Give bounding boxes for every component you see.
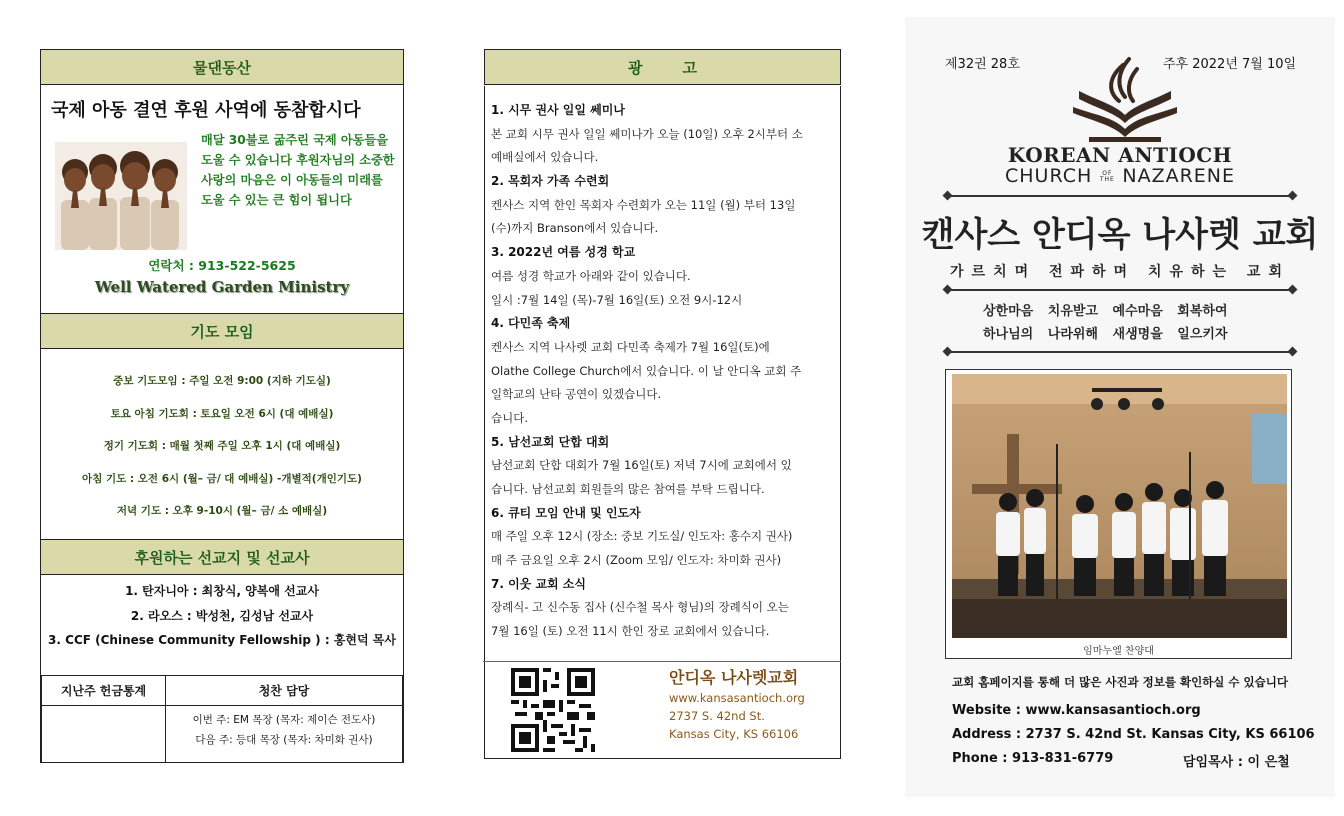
church-address-line: Address : 2737 S. 42nd St. Kansas City, KS 66106 (952, 727, 1315, 742)
church-title: 캔사스 안디옥 나사렛 교회 (921, 215, 1319, 255)
contact-phone: 연락처 : 913-522-5625 (148, 258, 296, 273)
church-motto: 가르치며 전파하며 치유하는 교회 (950, 264, 1290, 280)
church-logo-icon (1065, 55, 1185, 147)
church-website-line[interactable]: Website : www.kansasantioch.org (952, 703, 1201, 718)
praying-children-image (55, 142, 187, 250)
announcement-line: 본 교회 시무 권사 일일 쎄미나가 오늘 (10일) 오후 2시부터 소 (491, 126, 803, 141)
announcement-line: 일시 :7월 14일 (목)-7월 16일(토) 오전 9시-12시 (491, 292, 743, 307)
announcement-line: 일학교의 난타 공연이 있겠습니다. (491, 387, 662, 402)
announcement-line: 7월 16일 (토) 오전 11시 한인 장로 교회에서 있습니다. (491, 624, 770, 639)
church-contact (669, 689, 805, 743)
announcement-line: (수)까지 Branson에서 있습니다. (491, 221, 659, 236)
announcement-title: 3. 2022년 여름 성경 학교 (491, 245, 636, 260)
choir-photo-frame (945, 369, 1292, 659)
announcement-title: 7. 이웃 교회 소식 (491, 576, 586, 591)
announcement-title: 1. 시무 권사 일일 쎄미나 (491, 103, 625, 117)
announcement-line: 습니다. 남선교회 회원들의 많은 참여를 부탁 드립니다. (491, 482, 765, 496)
announcement-title: 4. 다민족 축제 (491, 316, 571, 331)
prayer-list (41, 373, 403, 536)
verse-line: 하나님의 나라위해 새생명을 일으키자 (983, 327, 1228, 342)
mission-item: 1. 탄자니아 : 최창식, 양복애 선교사 (125, 584, 319, 598)
donate-title: 국제 아동 결연 후원 사역에 동참합시다 (51, 100, 361, 121)
announcements-header-b: 고 (682, 58, 697, 77)
divider-rule (947, 351, 1293, 353)
homepage-note: 교회 홈페이지를 통해 더 많은 사진과 정보를 확인하실 수 있습니다 (952, 675, 1288, 689)
verse-block (983, 300, 1228, 346)
table-header-offering: 지난주 헌금통계 (42, 676, 166, 706)
announcements-list (491, 99, 841, 644)
announcement-title: 6. 큐티 모임 안내 및 인도자 (491, 505, 641, 520)
announcement-line: 예배실에서 있습니다. (491, 150, 599, 165)
mission-item: 3. CCF (Chinese Community Fellowship ) : 홍현덕 목사 (48, 633, 396, 647)
announcement-line: 장례식- 고 신수동 집사 (신수철 목사 형님)의 장례식이 오는 (491, 600, 789, 615)
prayer-header: 기도 모임 (41, 313, 403, 349)
announcement-title: 2. 목회자 가족 수련회 (491, 174, 610, 189)
divider (483, 661, 841, 662)
offering-cell (42, 706, 166, 763)
church-name-small: 안디옥 나사렛교회 (669, 668, 799, 687)
logo-text-korean-antioch: KOREAN ANTIOCH (1007, 143, 1233, 167)
offering-table (41, 675, 403, 763)
announcements-header (484, 49, 841, 85)
announcement-line: 켄사스 지역 나사렛 교회 다민족 축제가 7월 16일(토)에 (491, 339, 770, 354)
cleaning-cell (166, 706, 403, 763)
verse-line: 상한마음 치유받고 예수마음 회복하여 (983, 304, 1228, 319)
church-address-1: 2737 S. 42nd St. (669, 709, 765, 723)
announcement-line: 여름 성경 학교가 아래와 같이 있습니다. (491, 268, 691, 283)
prayer-item: 중보 기도모임 : 주일 오전 9:00 (지하 기도실) (113, 375, 331, 387)
announcement-line: 습니다. (491, 410, 528, 425)
prayer-item: 토요 아침 기도회 : 토요일 오전 6시 (대 예배실) (110, 407, 334, 420)
photo-caption: 임마누엘 찬양대 (1083, 646, 1154, 657)
qr-code-icon (511, 668, 595, 752)
cleaning-next-week: 다음 주: 등대 목장 (목자: 차미화 권사) (195, 734, 373, 746)
donate-header: 물댄동산 (41, 49, 403, 85)
choir-photo (952, 374, 1287, 638)
church-address-2: Kansas City, KS 66106 (669, 727, 799, 741)
divider-rule (947, 289, 1293, 291)
donate-description: 매달 30불로 굶주린 국제 아동들을 도울 수 있습니다 후원자님의 소중한 사랑의 마음은 이 아동들의 미래를 도울 수 있는 큰 힘이 됩니다 (201, 133, 395, 207)
ministry-name: Well Watered Garden Ministry (94, 278, 350, 296)
announcement-title: 5. 남선교회 단합 대회 (491, 434, 610, 449)
church-phone-line: Phone : 913-831-6779 (952, 751, 1114, 766)
cleaning-this-week: 이번 주: EM 목장 (목자: 제이슨 전도사) (192, 714, 376, 726)
missions-list (41, 582, 403, 656)
logo-text-church-b: NAZARENE (1122, 165, 1236, 187)
bulletin-date: 주후 2022년 7월 10일 (1163, 57, 1297, 72)
prayer-item: 저녁 기도 : 오후 9-10시 (월– 금/ 소 예배실) (116, 505, 328, 517)
logo-text-of-the: OF THE (1099, 169, 1115, 183)
prayer-item: 정기 기도회 : 매월 첫째 주일 오후 1시 (대 예배실) (103, 440, 341, 452)
missions-header: 후원하는 선교지 및 선교사 (41, 539, 403, 575)
middle-panel (483, 49, 841, 760)
mission-item: 2. 라오스 : 박성천, 김성남 선교사 (130, 608, 314, 623)
church-website[interactable]: www.kansasantioch.org (669, 691, 805, 705)
announcement-line: 남선교회 단합 대회가 7월 16일(토) 저녁 7시에 교회에서 있 (491, 458, 792, 473)
divider-rule (947, 195, 1293, 197)
announcement-line: 매 주일 오후 12시 (장소: 중보 기도실/ 인도자: 홍수지 권사) (491, 529, 793, 544)
issue-number: 제32권 28호 (945, 57, 1020, 72)
logo-text-church-a: CHURCH (1004, 165, 1093, 187)
prayer-item: 아침 기도 : 오전 6시 (월– 금/ 대 예배실) -개별적(개인기도) (82, 472, 362, 485)
announcements-header-a: 광 (628, 58, 643, 77)
announcement-line: Olathe College Church에서 있습니다. 이 날 안디옥 교회 주 (491, 363, 802, 378)
cover-panel (905, 17, 1335, 797)
announcement-line: 켄사스 지역 한인 목회자 수련회가 오는 11일 (월) 부터 13일 (491, 197, 796, 212)
senior-pastor: 담임목사 : 이 은철 (1183, 755, 1290, 770)
left-panel (40, 49, 404, 763)
logo-text-church (905, 165, 1335, 187)
announcement-line: 매 주 금요일 오후 2시 (Zoom 모임/ 인도자: 차미화 권사) (491, 553, 782, 568)
table-header-cleaning: 청찬 담당 (166, 676, 403, 706)
